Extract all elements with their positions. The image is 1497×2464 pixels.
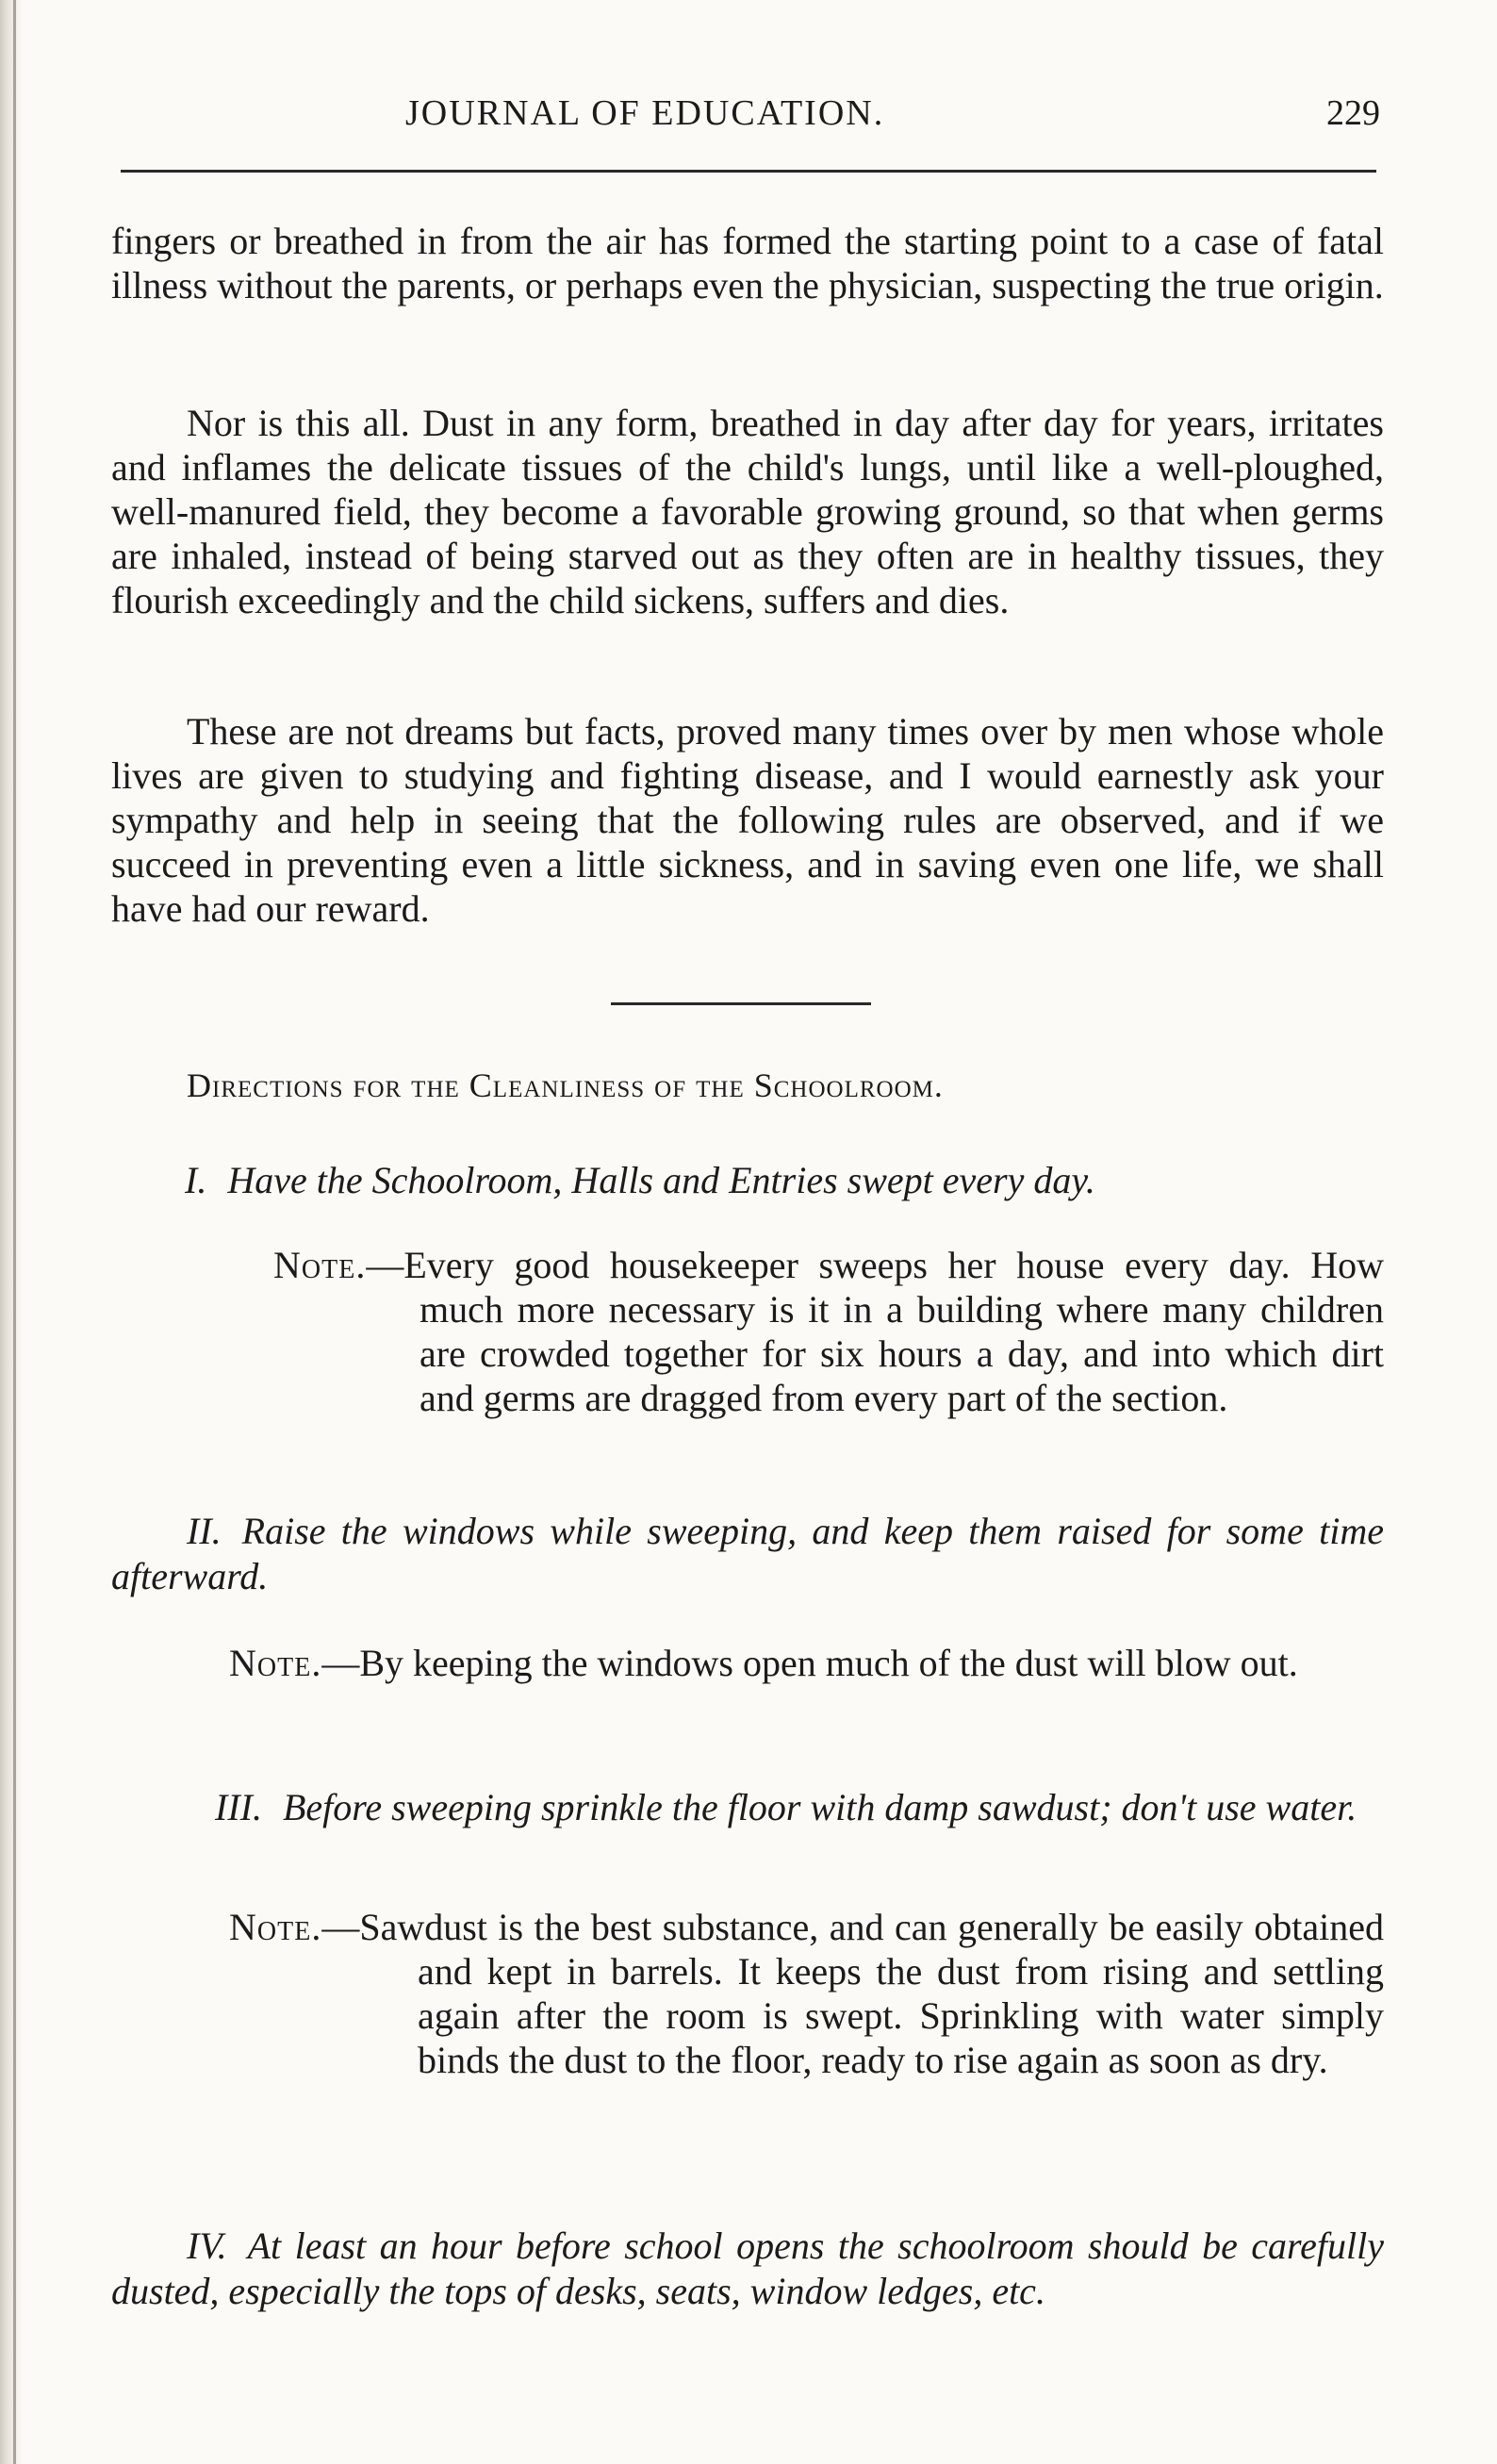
note-text: —Every good housekeeper sweeps her house every day. How much more necessary is it in a building where many children are crowded together for six hours a day, and into which dirt and germs are dragged from every part of the section. <box>366 1244 1384 1419</box>
header-rule <box>121 170 1376 173</box>
section-divider <box>611 1002 871 1005</box>
note-text: —Sawdust is the best substance, and can generally be easily obtained and kept in barrels. It keeps the dust from rising and settling again after the room is swept. Sprinkling with water simply binds the dust to the floor, ready to rise again as soon as dry. <box>321 1906 1384 2081</box>
note-1 <box>273 1243 1384 1420</box>
rule-1 <box>185 1158 1382 1203</box>
note-text: —By keeping the windows open much of the dust will blow out. <box>321 1642 1298 1684</box>
note-label: Note. <box>273 1244 367 1286</box>
paragraph-2: Nor is this all. Dust in any form, breathed in day after day for years, irritates and inflames the delicate tissues of the child's lungs, until like a well-ploughed, well-manured field, they become a favorable growing ground, so that when germs are inhaled, instead of being starved out as they often are in healthy tissues, they flourish exceedingly and the child sickens, suffers and dies. <box>111 402 1384 621</box>
rule-text: At least an hour before school opens the schoolroom should be carefully dusted, especially the tops of desks, seats, window ledges, etc. <box>111 2224 1384 2312</box>
running-head: JOURNAL OF EDUCATION. <box>405 93 885 133</box>
rule-number: IV. <box>187 2224 227 2267</box>
page-binding-edge <box>0 0 23 2464</box>
page-number: 229 <box>1326 93 1380 133</box>
rule-2 <box>111 1509 1384 1599</box>
rule-3 <box>215 1785 1384 1830</box>
rule-number: I. <box>185 1159 207 1201</box>
note-3 <box>229 1905 1384 2082</box>
rule-text: Have the Schoolroom, Halls and Entries swept every day. <box>227 1159 1095 1201</box>
rule-text: Raise the windows while sweeping, and keep them raised for some time afterward. <box>111 1510 1384 1597</box>
rule-text: Before sweeping sprinkle the floor with damp sawdust; don't use water. <box>282 1786 1357 1828</box>
paragraph-1: fingers or breathed in from the air has formed the starting point to a case of fatal illness without the parents, or perhaps even the physician, suspecting the true origin. <box>111 220 1384 306</box>
page-header <box>0 92 1497 149</box>
section-heading: Directions for the Cleanliness of the Schoolroom. <box>187 1067 944 1104</box>
note-2 <box>229 1641 1384 1685</box>
paragraph-3: These are not dreams but facts, proved many times over by men whose whole lives are given to studying and fighting disease, and I would earnestly ask your sympathy and help in seeing that the following rules are observed, and if we succeed in preventing even a little sickness, and in saving even one life, we shall have had our reward. <box>111 710 1384 930</box>
rule-number: III. <box>215 1786 262 1828</box>
rule-4 <box>111 2224 1384 2314</box>
note-label: Note. <box>229 1906 322 1948</box>
rule-number: II. <box>187 1510 222 1552</box>
note-label: Note. <box>229 1642 322 1684</box>
